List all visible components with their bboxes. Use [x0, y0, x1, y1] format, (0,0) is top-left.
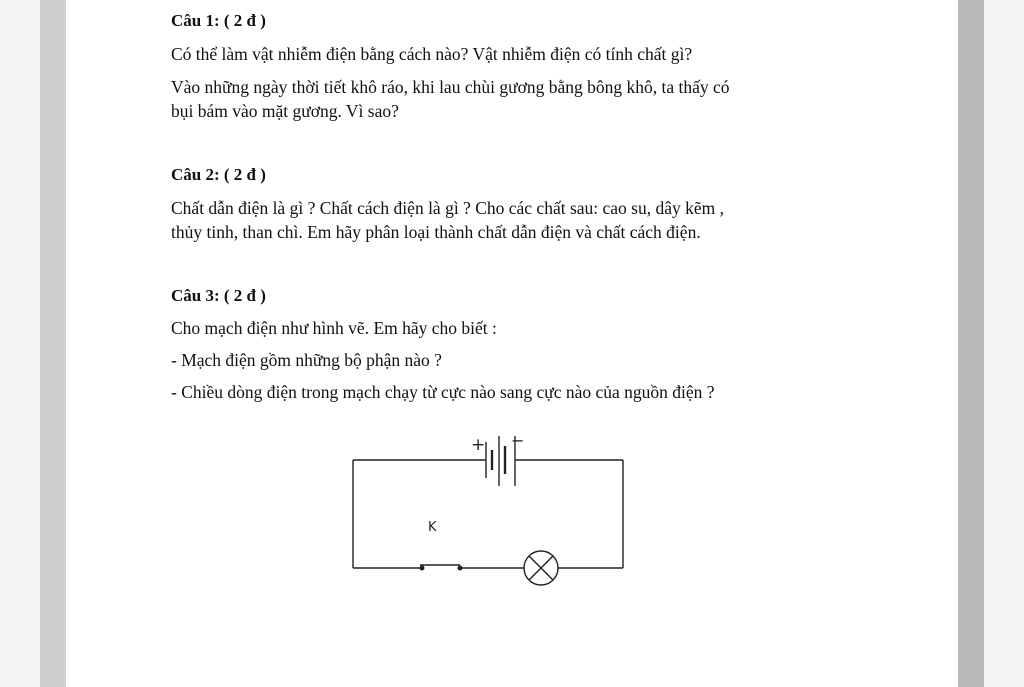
- page-shadow-left: [40, 0, 66, 687]
- q2-line-2: thủy tinh, than chì. Em hãy phân loại thành chất dẫn điện và chất cách điện.: [171, 222, 701, 242]
- q1-line-1: Có thể làm vật nhiễm điện bằng cách nào? Vật nhiễm điện có tính chất gì?: [171, 44, 693, 64]
- viewer-background-right: [984, 0, 1024, 687]
- q3-line-1: Cho mạch điện như hình vẽ. Em hãy cho biết :: [171, 318, 497, 338]
- switch-contact-left: [420, 566, 425, 571]
- q2-heading: Câu 2: ( 2 đ ): [171, 165, 266, 184]
- switch-label: K: [428, 520, 437, 535]
- viewer-background-left: [0, 0, 40, 687]
- circuit-diagram: [340, 420, 640, 605]
- q3-line-2: - Mạch điện gồm những bộ phận nào ?: [171, 350, 442, 370]
- q1-heading: Câu 1: ( 2 đ ): [171, 11, 266, 30]
- battery-minus-label: −: [511, 431, 525, 450]
- q3-line-3: - Chiều dòng điện trong mạch chạy từ cực nào sang cực nào của nguồn điện ?: [171, 382, 715, 402]
- q2-line-1: Chất dẫn điện là gì ? Chất cách điện là gì ? Cho các chất sau: cao su, dây kẽm ,: [171, 198, 725, 218]
- switch-contact-right: [458, 566, 463, 571]
- q1-line-2: Vào những ngày thời tiết khô ráo, khi lau chùi gương bằng bông khô, ta thấy có: [171, 77, 730, 97]
- q3-heading: Câu 3: ( 2 đ ): [171, 286, 266, 305]
- battery-plus-label: +: [471, 435, 486, 455]
- page-shadow-right: [958, 0, 984, 687]
- q1-line-3: bụi bám vào mặt gương. Vì sao?: [171, 101, 399, 121]
